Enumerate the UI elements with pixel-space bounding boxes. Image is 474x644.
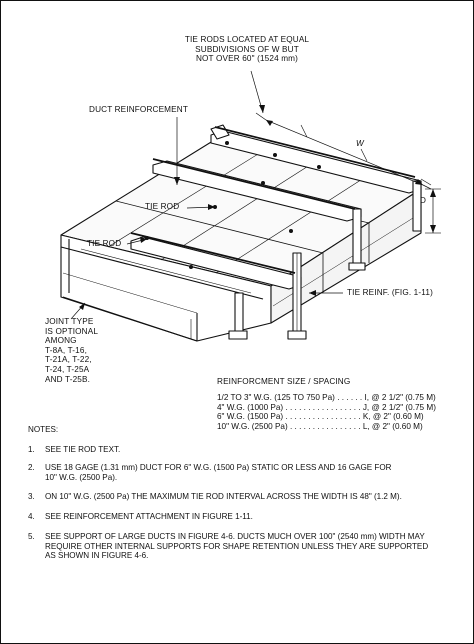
schedule-pressure: 10" W.G. (2500 Pa)	[217, 421, 288, 431]
left-tie-reinf-post	[235, 293, 243, 337]
note-line: REQUIRE OTHER INTERNAL SUPPORTS FOR SHAPE RETENTION UNLESS THEY ARE SUPPORTED	[45, 541, 429, 551]
tie-rods-note	[169, 35, 325, 64]
note-line: SEE TIE ROD TEXT.	[45, 445, 121, 454]
note-number: 3.	[28, 492, 35, 501]
tie-rods-note-line-3: NOT OVER 60" (1524 mm)	[195, 54, 299, 64]
middle-tie-reinf-post	[353, 209, 361, 269]
note-text	[45, 463, 445, 482]
joint-type-line-3: AMONG	[45, 336, 77, 346]
tie-rods-note-line-2: SUBDIVISIONS OF W BUT	[195, 44, 299, 54]
joint-type-line-2: IS OPTIONAL	[45, 326, 99, 336]
dimension-d-label: D	[420, 196, 427, 205]
schedule-dots: . . . . . . . . . . . . . . . . .	[285, 412, 361, 421]
dimension-w-label: W	[356, 139, 364, 148]
schedule-title: REINFORCMENT SIZE / SPACING	[217, 377, 351, 386]
note-text	[45, 492, 445, 502]
note-number: 5.	[28, 532, 35, 541]
schedule-spec: L, @ 2" (0.60 M)	[362, 421, 423, 431]
note-line: USE 18 GAGE (1.31 mm) DUCT FOR 6" W.G. (1500 Pa) STATIC OR LESS AND 16 GAGE FOR	[45, 463, 392, 472]
joint-type-line-4: T-8A, T-16,	[45, 345, 87, 355]
schedule-spec: I, @ 2 1/2" (0.75 M)	[364, 393, 436, 402]
tie-reinf-label: TIE REINF. (FIG. 1-11)	[347, 288, 433, 297]
tie-rod-lower-label: TIE ROD	[87, 239, 122, 248]
note-text	[45, 512, 445, 522]
schedule-spec: J, @ 2 1/2" (0.75 M)	[362, 402, 436, 412]
duct-reinforcement-label: DUCT REINFORCEMENT	[89, 105, 188, 114]
schedule-row	[217, 403, 436, 412]
note-line: SEE REINFORCEMENT ATTACHMENT IN FIGURE 1-11.	[45, 512, 253, 521]
schedule-dots: . . . . . . . . . . . . . . . .	[290, 421, 361, 431]
joint-type-line-6: T-24, T-25A	[45, 364, 90, 374]
note-line: SEE SUPPORT OF LARGE DUCTS IN FIGURE 4-6. DUCTS MUCH OVER 100" (2540 mm) WIDTH MAY	[45, 532, 425, 541]
joint-type-line-1: JOINT TYPE	[45, 317, 94, 326]
schedule-row	[217, 412, 424, 421]
schedule-pressure: 1/2 TO 3" W.G. (125 TO 750 Pa)	[217, 393, 335, 402]
schedule-row	[217, 422, 423, 431]
tie-rod-upper-label: TIE ROD	[145, 202, 180, 211]
schedule-pressure: 6" W.G. (1500 Pa)	[217, 412, 284, 421]
note-number: 2.	[28, 463, 35, 472]
far-tie-reinf-post	[413, 181, 421, 231]
note-number: 4.	[28, 512, 35, 521]
joint-type-note	[45, 317, 98, 384]
schedule-dots: . . . . . .	[337, 393, 363, 402]
note-line: 10" W.G. (2500 Pa).	[45, 472, 118, 482]
tie-rods-note-line-1: TIE RODS LOCATED AT EQUAL	[184, 35, 310, 44]
note-text	[45, 532, 445, 561]
note-line: ON 10" W.G. (2500 Pa) THE MAXIMUM TIE ROD INTERVAL ACROSS THE WIDTH IS 48" (1.2 M).	[45, 492, 402, 501]
schedule-row	[217, 393, 436, 402]
schedule-pressure: 4" W.G. (1000 Pa)	[217, 402, 284, 412]
note-text	[45, 445, 445, 455]
notes-heading: NOTES:	[28, 425, 59, 434]
schedule-dots: . . . . . . . . . . . . . . . . .	[285, 402, 361, 412]
note-line: AS SHOWN IN FIGURE 4-6.	[45, 551, 149, 561]
joint-type-line-7: AND T-25B.	[45, 374, 91, 384]
joint-type-line-5: T-21A, T-22,	[45, 355, 92, 365]
note-number: 1.	[28, 445, 35, 454]
schedule-spec: K, @ 2" (0.60 M)	[362, 412, 424, 421]
